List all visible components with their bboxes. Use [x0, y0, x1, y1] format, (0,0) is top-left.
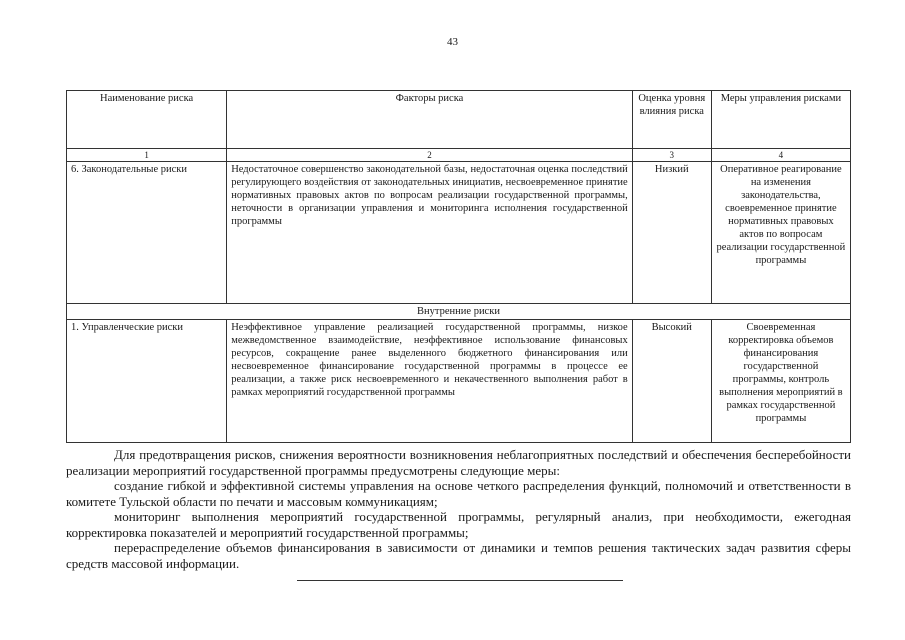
column-number: 3	[632, 149, 711, 162]
table-row	[67, 320, 851, 443]
risk-name-cell: 6. Законодательные риски	[67, 162, 227, 304]
risk-level-cell: Низкий	[632, 162, 711, 304]
header-risk-level: Оценка уровня влияния риска	[632, 91, 711, 149]
paragraph: Для предотвращения рисков, снижения вероятности возникновения неблагоприятных последствий и обеспечения бесперебойности реализации мероприятий государственной программы предусмотрены следующие меры:	[66, 447, 851, 478]
header-risk-factors: Факторы риска	[227, 91, 633, 149]
table-header-row	[67, 91, 851, 149]
risk-factors-cell: Недостаточное совершенство законодательной базы, недостаточная оценка последствий регулирующего воздействия от законодательных инициатив, несвоевременное принятие нормативных правовых актов по вопросам реализации государственной программы, неточности в организации управления и мониторинга исполнения государственной программы	[227, 162, 633, 304]
risk-factors-cell: Неэффективное управление реализацией государственной программы, низкое межведомственное взаимодействие, неэффективное использование финансовых ресурсов, сокращение ранее выделенного бюджетного финансирования или несвоевременное финансирование государственной программы в процессе ее реализации, а также риск несвоевременного и некачественного выполнения работ в рамках мероприятий государственной программы	[227, 320, 633, 443]
body-text	[66, 447, 851, 571]
header-risk-name: Наименование риска	[67, 91, 227, 149]
risk-table	[66, 90, 851, 443]
column-number: 4	[711, 149, 850, 162]
paragraph: мониторинг выполнения мероприятий государственной программы, регулярный анализ, при необходимости, ежегодная корректировка показателей и мероприятий государственной программы;	[66, 509, 851, 540]
risk-level-cell: Высокий	[632, 320, 711, 443]
header-risk-measures: Меры управления рисками	[711, 91, 850, 149]
section-row	[67, 304, 851, 320]
paragraph: перераспределение объемов финансирования в зависимости от динамики и темпов решения тактических задач развития сферы средств массовой информации.	[66, 540, 851, 571]
section-internal-risks: Внутренние риски	[67, 304, 851, 320]
risk-name-cell: 1. Управленческие риски	[67, 320, 227, 443]
column-number-row	[67, 149, 851, 162]
page-number: 43	[447, 36, 458, 48]
risk-measures-cell: Своевременная корректировка объемов финансирования государственной программы, контроль выполнения мероприятий в рамках государственной программы	[711, 320, 850, 443]
risk-measures-cell: Оперативное реагирование на изменения законодательства, своевременное принятие нормативных правовых актов по вопросам реализации государственной программы	[711, 162, 850, 304]
column-number: 2	[227, 149, 633, 162]
paragraph: создание гибкой и эффективной системы управления на основе четкого распределения функций, полномочий и ответственности в комитете Тульской области по печати и массовым коммуникациям;	[66, 478, 851, 509]
footer-divider	[297, 580, 623, 581]
table-row	[67, 162, 851, 304]
column-number: 1	[67, 149, 227, 162]
